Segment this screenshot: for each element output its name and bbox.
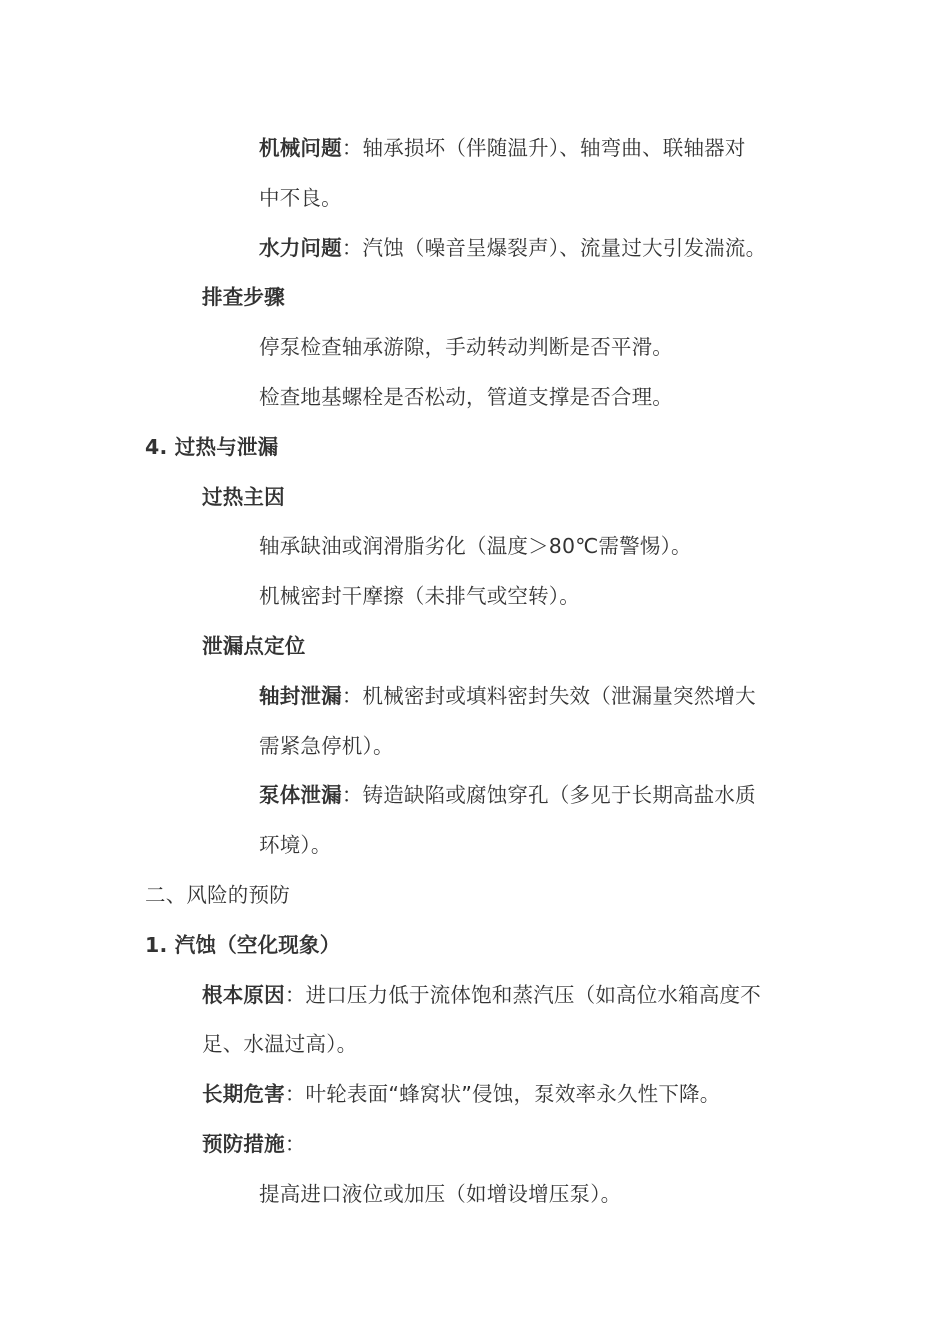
term-label: 根本原因	[202, 982, 285, 1007]
paragraph-text: 轴承损坏（伴随温升）、轴弯曲、联轴器对	[362, 136, 746, 160]
paragraph-continuation	[0, 1020, 950, 1070]
paragraph-continuation	[0, 722, 950, 772]
paragraph-text: 环境）。	[259, 833, 332, 858]
list-item	[0, 323, 950, 373]
heading-overheat-causes: 过热主因	[202, 484, 285, 509]
term-label: 机械问题	[259, 136, 342, 160]
paragraph-text: 轴承缺油或润滑脂劣化（温度＞80℃需警惕）。	[259, 534, 692, 559]
paragraph-text: 中不良。	[259, 185, 342, 210]
heading-troubleshooting-steps: 排查步骤	[202, 285, 285, 310]
paragraph-text: 汽蚀（噪音呈爆裂声）、流量过大引发湍流。	[362, 235, 767, 260]
paragraph-text: 机械密封干摩擦（未排气或空转）。	[259, 584, 580, 609]
paragraph-hydraulic-issue	[0, 224, 950, 274]
paragraph-text: 铸造缺陷或腐蚀穿孔（多见于长期高盐水质	[362, 783, 756, 808]
term-label: 轴封泄漏	[259, 683, 342, 708]
term-separator: ：	[341, 136, 363, 160]
term-separator: ：	[284, 982, 306, 1007]
paragraph-text: 进口压力低于流体饱和蒸汽压（如高位水箱高度不	[305, 982, 761, 1007]
term-separator: ：	[341, 235, 363, 260]
heading-leak-location: 泄漏点定位	[202, 633, 306, 658]
section-heading-overheat-leak: 4. 过热与泄漏	[145, 434, 279, 459]
paragraph-mechanical-issue	[0, 124, 950, 174]
paragraph-text: 停泵检查轴承游隙，手动转动判断是否平滑。	[259, 335, 673, 360]
list-item	[0, 572, 950, 622]
term-label: 预防措施	[202, 1131, 285, 1156]
paragraph-long-term-harm	[0, 1070, 950, 1120]
list-item	[0, 522, 950, 572]
paragraph-casing-leak	[0, 771, 950, 821]
term-separator: ：	[284, 1082, 306, 1107]
paragraph-text: 机械密封或填料密封失效（泄漏量突然增大	[362, 683, 756, 708]
paragraph-shaft-seal-leak	[0, 672, 950, 722]
term-label: 泵体泄漏	[259, 783, 342, 808]
paragraph-root-cause	[0, 971, 950, 1021]
term-separator: ：	[284, 1131, 306, 1156]
chapter-heading-risk-prevention: 二、风险的预防	[145, 882, 290, 907]
paragraph-continuation	[0, 821, 950, 871]
term-label: 水力问题	[259, 235, 342, 260]
paragraph-text: 需紧急停机）。	[259, 733, 394, 758]
paragraph-text: 足、水温过高）。	[202, 1032, 358, 1057]
paragraph-continuation	[0, 174, 950, 224]
document-page	[0, 124, 950, 1220]
section-heading-cavitation: 1. 汽蚀（空化现象）	[145, 932, 341, 957]
term-label: 长期危害	[202, 1082, 285, 1107]
paragraph-text: 检查地基螺栓是否松动，管道支撑是否合理。	[259, 384, 673, 409]
paragraph-text: 叶轮表面“蜂窝状”侵蚀，泵效率永久性下降。	[305, 1082, 721, 1107]
list-item	[0, 1170, 950, 1220]
paragraph-prevention-measures	[0, 1120, 950, 1170]
list-item	[0, 373, 950, 423]
paragraph-text: 提高进口液位或加压（如增设增压泵）。	[259, 1181, 622, 1206]
term-separator: ：	[341, 783, 363, 808]
term-separator: ：	[341, 683, 363, 708]
